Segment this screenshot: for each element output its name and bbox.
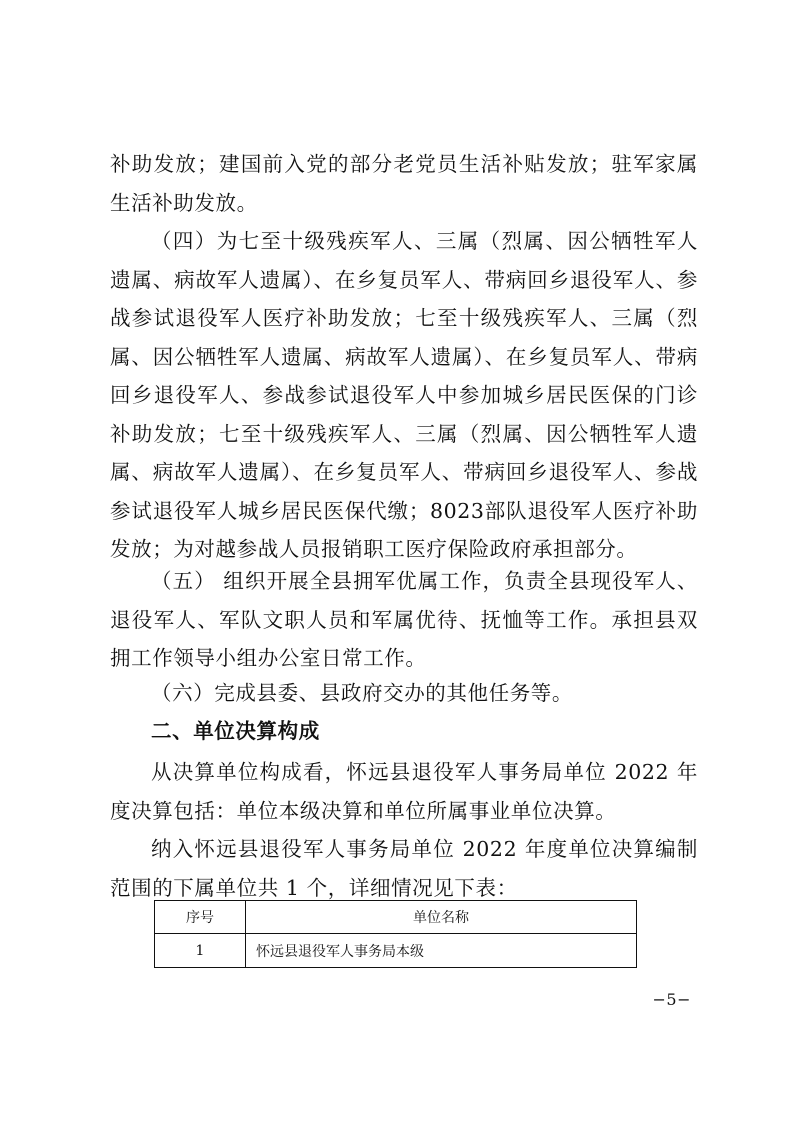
row-serial: 1 [155,934,246,968]
header-unit-name: 单位名称 [246,901,637,934]
row-unit-name: 怀远县退役军人事务局本级 [246,934,637,968]
paragraph-item-5: （五） 组织开展全县拥军优属工作，负责全县现役军人、退役军人、军队文职人员和军属优待、抚恤等工作。承担县双拥工作领导小组办公室日常工作。 [110,569,698,670]
section-heading: 二、单位决算构成 [151,719,320,743]
units-table [154,900,637,968]
paragraph-item-4: （四）为七至十级残疾军人、三属（烈属、因公牺牲军人遗属、病故军人遗属）、在乡复员军人、带病回乡退役军人、参战参试退役军人医疗补助发放；七至十级残疾军人、三属（烈属、因公牺牲军人遗属、病故军人遗属）、在乡复员军人、带病回乡退役军人、参战参试退役军人中参加城乡居民医保的门诊补助发放；七至十级残疾军人、三属（烈属、因公牺牲军人遗属、病故军人遗属）、在乡复员军人、带病回乡退役军人、参战参试退役军人城乡居民医保代缴；8023部队退役军人医疗补助发放；为对越参战人员报销职工医疗保险政府承担部分。 [110,229,698,561]
table-row [155,934,637,968]
header-serial: 序号 [155,901,246,934]
paragraph-item-6: （六）完成县委、县政府交办的其他任务等。 [151,681,573,705]
paragraph-unit-scope: 纳入怀远县退役军人事务局单位 2022 年度单位决算编制范围的下属单位共 1 个，详细情况见下表： [110,837,698,900]
paragraph-unit-composition: 从决算单位构成看，怀远县退役军人事务局单位 2022 年度决算包括：单位本级决算和单位所属事业单位决算。 [110,760,698,823]
page-number: −5− [652,990,691,1009]
paragraph-continuation: 补助发放；建国前入党的部分老党员生活补贴发放；驻军家属生活补助发放。 [110,152,698,215]
table-header-row [155,901,637,934]
